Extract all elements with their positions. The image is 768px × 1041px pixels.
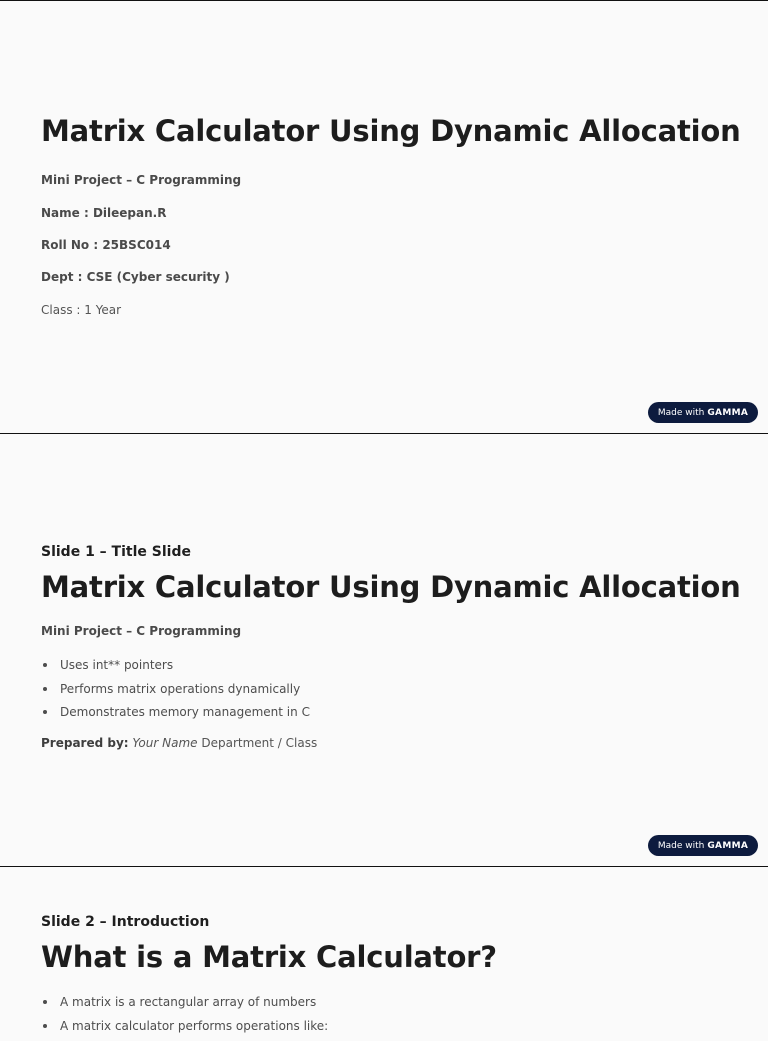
department: Dept : CSE (Cyber security ) [41,270,230,284]
prepared-label: Prepared by: [41,736,129,750]
list-item: Uses int** pointers [41,657,310,681]
list-item: Performs matrix operations dynamically [41,681,310,705]
slide-title: What is a Matrix Calculator? [41,940,497,974]
student-name: Name : Dileepan.R [41,206,166,220]
prepared-department: Department / Class [201,736,317,750]
made-with-gamma-badge[interactable] [648,402,758,423]
slide-title-slide [0,434,768,866]
gamma-logo: GAMMA [707,408,748,418]
list-item: A matrix is a rectangular array of numbers [41,994,328,1018]
bullet-icon [43,687,47,691]
roll-number: Roll No : 25BSC014 [41,238,171,252]
slide-label: Slide 1 – Title Slide [41,544,191,560]
made-with-gamma-badge[interactable] [648,835,758,856]
prepared-name: Your Name [132,736,197,750]
slide-title: Matrix Calculator Using Dynamic Allocation [41,570,741,604]
prepared-by [41,736,317,750]
bullet-icon [43,1000,47,1004]
slide-introduction [0,867,768,1024]
class-year: Class : 1 Year [41,303,121,317]
slide-label: Slide 2 – Introduction [41,914,209,930]
project-subtitle: Mini Project – C Programming [41,173,241,187]
badge-text: Made with [658,408,705,418]
list-item: Demonstrates memory management in C [41,704,310,728]
bullet-list [41,657,310,728]
bullet-icon [43,710,47,714]
bullet-icon [43,1024,47,1028]
list-item: A matrix calculator performs operations like: [41,1018,328,1041]
badge-text: Made with [658,841,705,851]
project-subtitle: Mini Project – C Programming [41,624,241,638]
bullet-list [41,994,328,1041]
bullet-icon [43,663,47,667]
gamma-logo: GAMMA [707,841,748,851]
slide-cover [0,1,768,433]
slide-title: Matrix Calculator Using Dynamic Allocation [41,114,741,148]
